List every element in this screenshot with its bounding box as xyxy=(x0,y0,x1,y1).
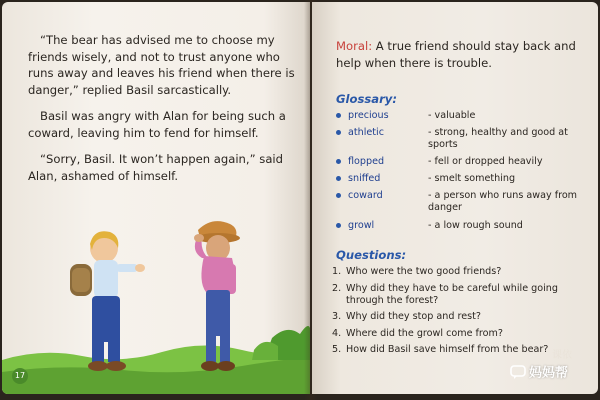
bullet-icon xyxy=(336,193,341,198)
boy-with-backpack-illustration xyxy=(64,226,150,376)
question-text: How did Basil save himself from the bear? xyxy=(346,344,549,355)
glossary-word: coward xyxy=(348,190,383,201)
chat-bubble-icon xyxy=(510,365,526,379)
bullet-icon xyxy=(336,130,341,135)
grass-illustration xyxy=(2,320,310,394)
glossary-definition: - valuable xyxy=(428,110,476,121)
watermark-text: 妈妈帮 xyxy=(529,366,569,381)
question-text: Where did the growl come from? xyxy=(346,327,503,339)
left-page xyxy=(2,2,310,394)
questions-heading: Questions: xyxy=(336,248,407,262)
question-text: Why did they have to be careful while going through the forest? xyxy=(346,282,558,306)
question-item xyxy=(332,266,582,278)
glossary-word: growl xyxy=(348,220,375,231)
questions-list xyxy=(332,266,582,361)
glossary-definition: - a person who runs away from danger xyxy=(428,190,578,213)
question-number: 3. xyxy=(332,311,342,322)
question-number: 1. xyxy=(332,266,342,277)
right-page xyxy=(312,2,598,394)
question-text: Who were the two good friends? xyxy=(346,266,502,277)
question-item xyxy=(332,344,582,356)
watermark-small-text: 课依 xyxy=(552,350,572,361)
glossary-word: precious xyxy=(348,110,389,121)
glossary-definition: - smelt something xyxy=(428,173,516,184)
question-item xyxy=(332,328,582,340)
bullet-icon xyxy=(336,159,341,164)
bullet-icon xyxy=(336,223,341,228)
question-item xyxy=(332,311,582,323)
moral-text xyxy=(336,38,580,72)
moral-body: A true friend should stay back and help when there is trouble. xyxy=(336,39,576,70)
glossary-definition: - strong, healthy and good at sports xyxy=(428,127,568,150)
story-paragraph-2: Basil was angry with Alan for being such a coward, leaving him to fend for himself. xyxy=(28,109,286,140)
moral-label: Moral: xyxy=(336,39,373,53)
boy-with-hat-illustration xyxy=(188,212,248,376)
story-paragraph-3: “Sorry, Basil. It won’t happen again,” said Alan, ashamed of himself. xyxy=(28,152,283,183)
page-number: 17 xyxy=(12,368,28,384)
bullet-icon xyxy=(336,113,341,118)
question-number: 2. xyxy=(332,282,342,294)
glossary-heading: Glossary: xyxy=(336,92,397,106)
question-item xyxy=(332,283,582,307)
question-text: Why did they stop and rest? xyxy=(346,311,482,322)
glossary-word: sniffed xyxy=(348,173,381,184)
glossary-word: athletic xyxy=(348,127,384,138)
question-number: 5. xyxy=(332,344,342,355)
glossary-definition: - a low rough sound xyxy=(428,220,523,231)
watermark-logo xyxy=(510,362,568,381)
question-number: 4. xyxy=(332,327,342,339)
glossary-definition: - fell or dropped heavily xyxy=(428,156,543,167)
story-paragraph-1: “The bear has advised me to choose my friends wisely, and not to trust anyone who runs away and leaves his friend when there is danger,” replied Basil sarcastically. xyxy=(28,33,295,97)
glossary-word: flopped xyxy=(348,156,385,167)
bullet-icon xyxy=(336,176,341,181)
